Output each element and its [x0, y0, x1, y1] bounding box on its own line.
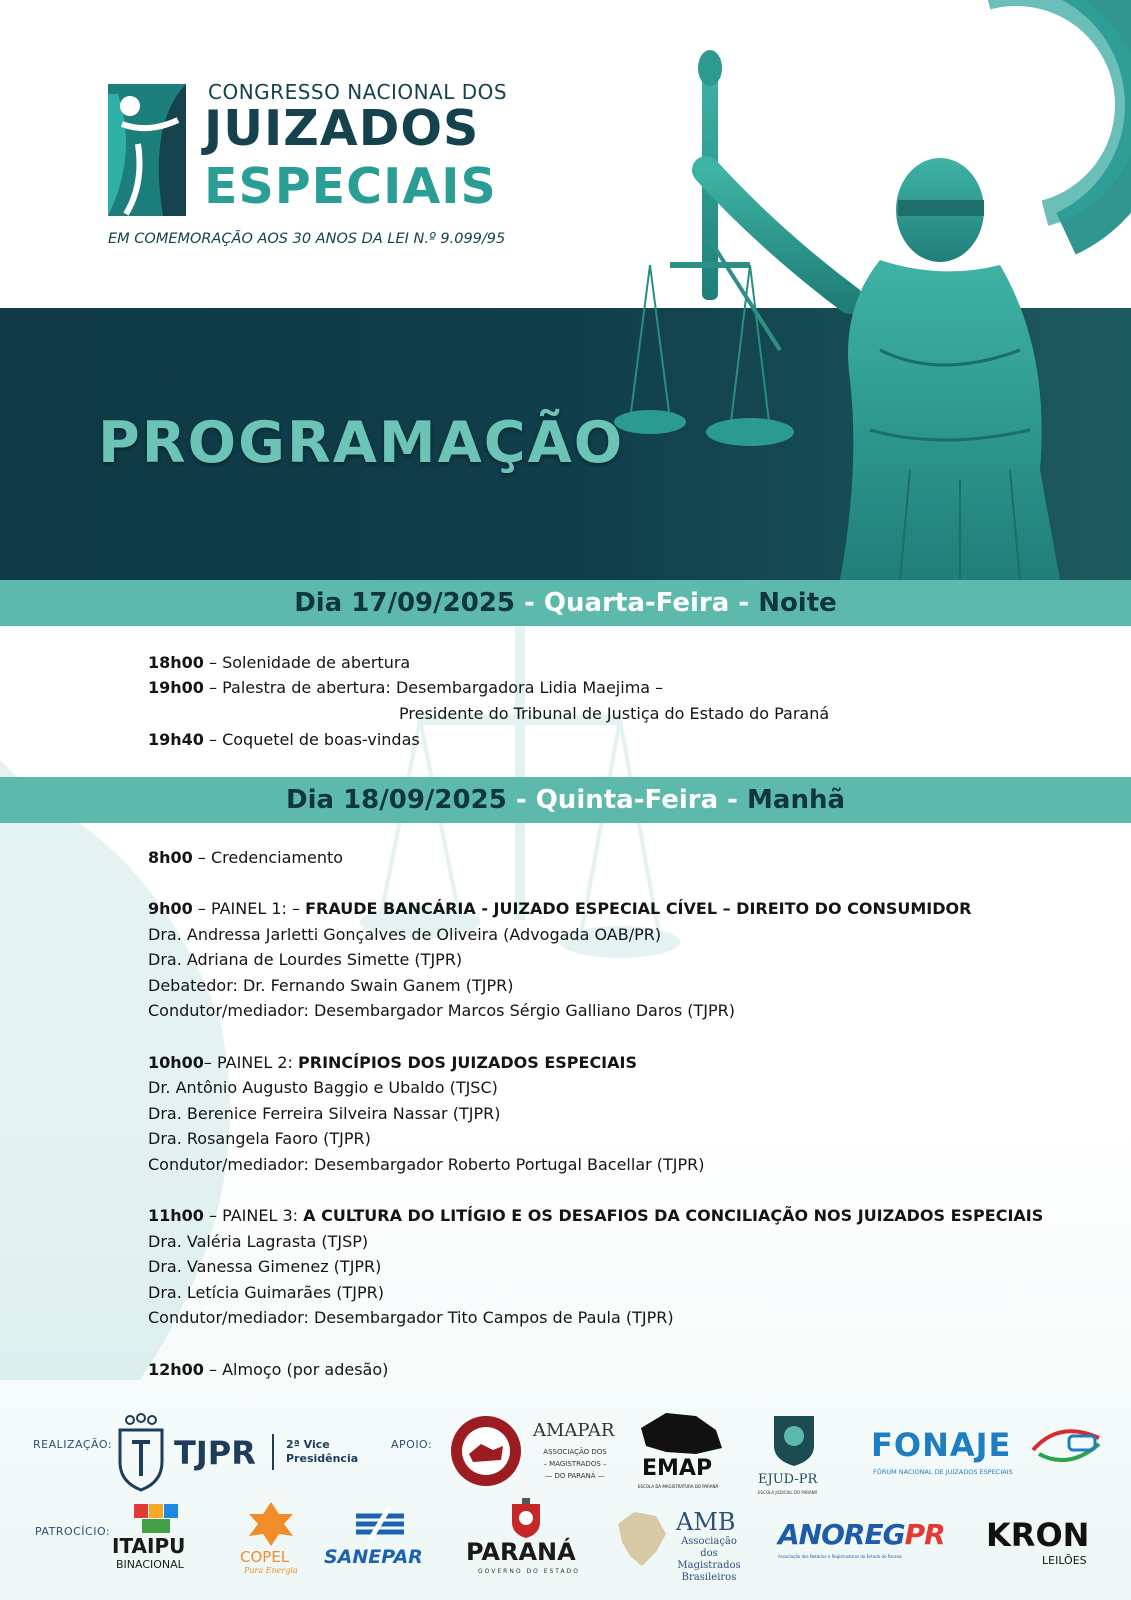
- day-2-date: Dia 18/09/2025: [285, 785, 507, 815]
- panel-3-speaker: Dra. Valéria Lagrasta (TJSP): [148, 1232, 369, 1251]
- copel-name: COPEL: [240, 1548, 290, 1566]
- lady-justice-illustration: [610, 50, 1131, 580]
- schedule-time: 19h00: [148, 678, 204, 697]
- parana-government-logo: [466, 1498, 586, 1578]
- apoio-label: APOIO:: [391, 1438, 433, 1451]
- kron-logo: [986, 1516, 1106, 1572]
- schedule-text: – PAINEL 3:: [203, 1206, 304, 1225]
- anoreg-text: ANOREG: [778, 1518, 905, 1551]
- anoreg-name: [778, 1518, 945, 1551]
- patrocinio-label: PATROCÍCIO:: [35, 1525, 111, 1538]
- logo-subtitle: EM COMEMORAÇÃO AOS 30 ANOS DA LEI N.º 9.099/95: [108, 231, 506, 247]
- anoreg-subtitle: Associação dos Notários e Registradores do Estado do Paraná: [778, 1554, 902, 1559]
- amb-subtitle: [674, 1536, 744, 1584]
- schedule-text: – PAINEL 2:: [203, 1053, 299, 1072]
- day-2-separator-2: -: [718, 785, 748, 815]
- kron-subtitle: LEILÕES: [1042, 1554, 1087, 1567]
- brazil-map-icon: [612, 1508, 668, 1568]
- panel-1-heading: [148, 899, 971, 918]
- panel-2-speaker: Dra. Berenice Ferreira Silveira Nassar (TJPR): [148, 1104, 501, 1123]
- schedule-time: 9h00: [148, 899, 193, 918]
- itaipu-logo: [110, 1504, 200, 1572]
- panel-1-speaker: Dra. Andressa Jarletti Gonçalves de Oliveira (Advogada OAB/PR): [148, 925, 662, 944]
- sanepar-name: SANEPAR: [324, 1546, 423, 1568]
- amapar-subtitle-line-1: ASSOCIAÇÃO DOS: [543, 1448, 607, 1456]
- ejud-name: EJUD-PR: [758, 1472, 818, 1487]
- page-title: PROGRAMAÇÃO: [98, 410, 625, 476]
- amapar-logo: [449, 1414, 619, 1490]
- emap-name: EMAP: [642, 1456, 713, 1481]
- day-1-date: Dia 17/09/2025: [294, 588, 515, 618]
- logo-line-2: JUIZADOS: [204, 100, 480, 157]
- day-header-1: [0, 580, 1131, 626]
- schedule-item: [148, 848, 343, 867]
- schedule-text: – Solenidade de abertura: [203, 653, 411, 672]
- schedule-text: – Coquetel de boas-vindas: [203, 730, 420, 749]
- itaipu-subtitle: BINACIONAL: [116, 1558, 184, 1571]
- copel-subtitle: Pura Energia: [244, 1566, 298, 1575]
- schedule-time: 12h00: [148, 1360, 204, 1379]
- tjpr-crest-icon: [116, 1412, 166, 1492]
- day-2-separator: -: [506, 785, 536, 815]
- congress-logo: [108, 78, 508, 258]
- sanepar-symbol-icon: [350, 1506, 410, 1540]
- amb-name: AMB: [676, 1508, 736, 1536]
- ejud-crest-icon: [766, 1412, 822, 1468]
- logo-line-3: ESPECIAIS: [204, 158, 497, 215]
- schedule-time: 10h00: [148, 1053, 204, 1072]
- panel-3-speaker: Dra. Letícia Guimarães (TJPR): [148, 1283, 384, 1302]
- kron-name: KRON: [986, 1516, 1090, 1554]
- panel-1-speaker: Dra. Adriana de Lourdes Simette (TJPR): [148, 950, 463, 969]
- tjpr-subtitle: [286, 1438, 358, 1466]
- fonaje-name: FONAJE: [871, 1426, 1012, 1464]
- anoreg-pr-text: PR: [904, 1518, 945, 1551]
- fonaje-subtitle: FÓRUM NACIONAL DE JUIZADOS ESPECIAIS: [873, 1468, 1013, 1476]
- schedule-item: [148, 653, 410, 672]
- schedule-time: 11h00: [148, 1206, 204, 1225]
- tjpr-divider: [272, 1434, 274, 1470]
- amb-subtitle-line-3: Brasileiros: [681, 1572, 737, 1583]
- panel-3-speaker: Condutor/mediador: Desembargador Tito Campos de Paula (TJPR): [148, 1308, 674, 1327]
- realizacao-label: REALIZAÇÃO:: [33, 1438, 113, 1451]
- tjpr-subtitle-line-2: Presidência: [286, 1452, 359, 1465]
- tjpr-logo: [116, 1412, 366, 1492]
- emap-logo: [636, 1408, 736, 1500]
- itaipu-name: ITAIPU: [112, 1534, 186, 1558]
- day-header-2: [0, 777, 1131, 823]
- panel-3-heading: [148, 1206, 1043, 1225]
- fonaje-logo: [871, 1426, 1111, 1486]
- amb-subtitle-line-2: Magistrados: [677, 1560, 741, 1571]
- schedule-item: [148, 1360, 388, 1379]
- tjpr-name: TJPR: [174, 1434, 256, 1472]
- schedule-item: [148, 678, 663, 697]
- amapar-subtitle-line-3: — DO PARANÁ —: [545, 1472, 605, 1480]
- panel-2-speaker: Condutor/mediador: Desembargador Roberto Portugal Bacellar (TJPR): [148, 1155, 705, 1174]
- panel-title: PRINCÍPIOS DOS JUIZADOS ESPECIAIS: [298, 1053, 637, 1072]
- ejud-logo: [756, 1412, 832, 1504]
- parana-name: PARANÁ: [466, 1538, 576, 1566]
- parana-subtitle: GOVERNO DO ESTADO: [478, 1568, 580, 1575]
- logo-line-1: CONGRESSO NACIONAL DOS: [208, 80, 508, 104]
- emap-subtitle: ESCOLA DA MAGISTRATURA DO PARANÁ: [638, 1484, 719, 1489]
- tjpr-subtitle-line-1: 2ª Vice: [286, 1438, 330, 1451]
- day-1-separator: -: [515, 588, 544, 618]
- schedule-item-continuation: Presidente do Tribunal de Justiça do Estado do Paraná: [399, 704, 830, 723]
- amapar-name: AMAPAR: [533, 1420, 615, 1441]
- schedule-time: 19h40: [148, 730, 204, 749]
- parana-map-icon: [636, 1408, 726, 1458]
- amapar-subtitle: [535, 1446, 615, 1482]
- schedule-text: – PAINEL 1: –: [192, 899, 306, 918]
- panel-title: A CULTURA DO LITÍGIO E OS DESAFIOS DA CONCILIAÇÃO NOS JUIZADOS ESPECIAIS: [303, 1206, 1044, 1225]
- panel-2-speaker: Dra. Rosangela Faoro (TJPR): [148, 1129, 371, 1148]
- panel-title: FRAUDE BANCÁRIA - JUIZADO ESPECIAL CÍVEL – DIREITO DO CONSUMIDOR: [305, 899, 972, 918]
- handshake-icon: [1029, 1420, 1105, 1470]
- schedule-text: – Palestra de abertura: Desembargadora Lidia Maejima –: [203, 678, 664, 697]
- schedule-time: 18h00: [148, 653, 204, 672]
- day-2-period: Manhã: [747, 785, 846, 815]
- amb-logo: [612, 1508, 742, 1583]
- amb-subtitle-line-1: Associação dos: [681, 1536, 737, 1559]
- schedule-time: 8h00: [148, 848, 193, 867]
- anoreg-logo: [778, 1518, 958, 1568]
- parana-coat-of-arms-icon: [508, 1498, 544, 1538]
- schedule-item: [148, 730, 420, 749]
- congress-logo-mark: [108, 84, 186, 216]
- panel-1-speaker: Debatedor: Dr. Fernando Swain Ganem (TJPR): [148, 976, 514, 995]
- amapar-subtitle-line-2: – MAGISTRADOS –: [543, 1460, 607, 1468]
- itaipu-symbol-icon: [134, 1504, 178, 1534]
- sanepar-logo: [322, 1506, 438, 1572]
- copel-logo: [238, 1500, 308, 1580]
- day-1-period: Noite: [758, 588, 837, 618]
- day-2-weekday: Quinta-Feira: [535, 785, 719, 815]
- day-1-separator-2: -: [729, 588, 759, 618]
- day-1-weekday: Quarta-Feira: [543, 588, 730, 618]
- panel-3-speaker: Dra. Vanessa Gimenez (TJPR): [148, 1257, 382, 1276]
- amapar-seal-icon: [449, 1414, 523, 1488]
- panel-1-speaker: Condutor/mediador: Desembargador Marcos Sérgio Galliano Daros (TJPR): [148, 1001, 736, 1020]
- ejud-subtitle: ESCOLA JUDICIAL DO PARANÁ: [758, 1490, 818, 1495]
- schedule-text: – Almoço (por adesão): [203, 1360, 389, 1379]
- panel-2-speaker: Dr. Antônio Augusto Baggio e Ubaldo (TJSC): [148, 1078, 498, 1097]
- schedule-text: – Credenciamento: [192, 848, 344, 867]
- panel-2-heading: [148, 1053, 637, 1072]
- copel-symbol-icon: [246, 1500, 296, 1546]
